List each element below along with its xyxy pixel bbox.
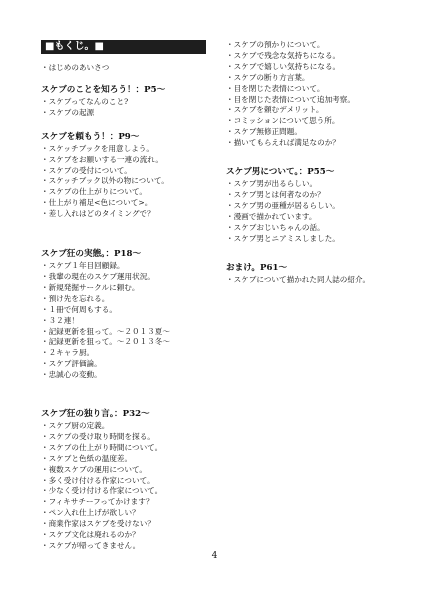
toc-entry: ・ 多く受け付ける作家について。 — [41, 476, 206, 487]
toc-section — [41, 84, 206, 119]
toc-entry: ・ スケブの受け取り時間を探る。 — [41, 432, 206, 443]
toc-section — [226, 40, 406, 149]
toc-entry: ・ スケブについて描かれた同人誌の紹介。 — [226, 275, 406, 286]
right-section-list — [226, 40, 406, 285]
toc-entry: ・ スケブ評価論。 — [41, 359, 206, 370]
toc-entry: ・ 仕上がり補足<色について>。 — [41, 198, 206, 209]
toc-entry: ・ １冊で何周もする。 — [41, 305, 206, 316]
toc-section — [41, 131, 206, 220]
toc-entry: ・ スケブ男とニアミスしました。 — [226, 234, 406, 245]
section-item-list — [41, 63, 206, 74]
toc-entry: ・ 目を閉じた表情について。 — [226, 84, 406, 95]
toc-entry: ・ スケブの預かりについて。 — [226, 40, 406, 51]
toc-section — [226, 166, 406, 244]
section-heading: おまけ。P61〜 — [226, 262, 288, 273]
toc-entry: ・ 複数スケブの運用について。 — [41, 465, 206, 476]
toc-entry: ・ スケブってなんのこと? — [41, 97, 206, 108]
toc-entry: ・ スケブをお願いする一連の流れ。 — [41, 155, 206, 166]
section-item-list — [226, 40, 406, 149]
toc-entry: ・ スケブの起源 — [41, 108, 206, 119]
toc-entry: ・ スケブ文化は廃れるのか？ — [41, 530, 206, 541]
section-heading: スケブを頼もう！：P9〜 — [41, 131, 140, 142]
toc-entry: ・ スケブの仕上がりについて。 — [41, 187, 206, 198]
section-heading: スケブのことを知ろう！：P5〜 — [41, 84, 166, 95]
toc-entry: ・ 我輩の現在のスケブ運用状況。 — [41, 272, 206, 283]
toc-entry: ・ 少なく受け付ける作家について。 — [41, 486, 206, 497]
toc-entry: ・ 目を閉じた表情について追加考察。 — [226, 95, 406, 106]
toc-entry: ・ 預け先を忘れる。 — [41, 294, 206, 305]
toc-entry: ・ スケブ男が出るらしい。 — [226, 179, 406, 190]
toc-section — [41, 63, 206, 74]
section-item-list — [41, 261, 206, 381]
toc-section — [226, 262, 406, 286]
left-section-list — [41, 63, 206, 552]
toc-entry: ・ スケブの仕上がり時間について。 — [41, 443, 206, 454]
toc-section — [41, 408, 206, 552]
toc-entry: ・ ３２連！ — [41, 316, 206, 327]
right-column — [226, 40, 406, 285]
section-item-list — [226, 275, 406, 286]
toc-entry: ・ 忠誠心の変動。 — [41, 370, 206, 381]
toc-entry: ・ スケブで残念な気持ちになる。 — [226, 51, 406, 62]
toc-entry: ・ 漫画で描かれています。 — [226, 212, 406, 223]
section-item-list — [41, 144, 206, 220]
toc-entry: ・ 商業作家はスケブを受けない？ — [41, 519, 206, 530]
toc-entry: ・ ２キャラ厨。 — [41, 348, 206, 359]
toc-entry: ・ 差し入れはどのタイミングで？ — [41, 209, 206, 220]
section-item-list — [41, 97, 206, 119]
toc-entry: ・ スケブと色紙の温度差。 — [41, 454, 206, 465]
toc-entry: ・ ペン入れ仕上げが欲しい？ — [41, 508, 206, 519]
toc-entry: ・ スケッチブックを用意しよう。 — [41, 144, 206, 155]
toc-entry: ・ スケブ男とは何者なのか？ — [226, 190, 406, 201]
toc-entry: ・ 記録更新を狙って。〜２０１３冬〜 — [41, 337, 206, 348]
toc-entry: ・ スケブの断り方言葉。 — [226, 73, 406, 84]
page-number: 4 — [211, 551, 218, 561]
toc-entry: ・ スケブ１年目回顧録。 — [41, 261, 206, 272]
toc-entry: ・ コミッションについて思う所。 — [226, 116, 406, 127]
toc-entry: ・ スケブで嬉しい気持ちになる。 — [226, 62, 406, 73]
toc-entry: ・ スケブの受付について。 — [41, 166, 206, 177]
toc-entry: ・ 描いてもらえれば満足なのか？ — [226, 138, 406, 149]
toc-entry: ・ スケブ無修正問題。 — [226, 127, 406, 138]
section-heading: スケブ狂の実態。：P18〜 — [41, 249, 142, 260]
section-heading: スケブ男について。：P55〜 — [226, 167, 335, 178]
toc-entry: ・ 記録更新を狙って。〜２０１３夏〜 — [41, 327, 206, 338]
toc-entry: ・ はじめのあいさつ — [41, 63, 206, 74]
toc-title: ■もくじ。■ — [41, 40, 206, 54]
toc-entry: ・ スケブ男の亜種が居るらしい。 — [226, 201, 406, 212]
left-column — [41, 40, 206, 552]
toc-section — [41, 248, 206, 381]
toc-entry: ・ 新規発掘サークルに頼む。 — [41, 283, 206, 294]
toc-entry: ・ スケブを頼むデメリット。 — [226, 105, 406, 116]
toc-entry: ・ スケッチブック以外の物について。 — [41, 176, 206, 187]
toc-entry: ・ スケブが帰ってきません。 — [41, 541, 206, 552]
section-heading: スケブ狂の独り言。：P32〜 — [41, 409, 150, 420]
section-item-list — [41, 421, 206, 552]
section-item-list — [226, 179, 406, 244]
toc-entry: ・ フィキサチーフってかけます？ — [41, 497, 206, 508]
toc-entry: ・ スケブ厨の定義。 — [41, 421, 206, 432]
toc-entry: ・ スケブおじいちゃんの話。 — [226, 223, 406, 234]
